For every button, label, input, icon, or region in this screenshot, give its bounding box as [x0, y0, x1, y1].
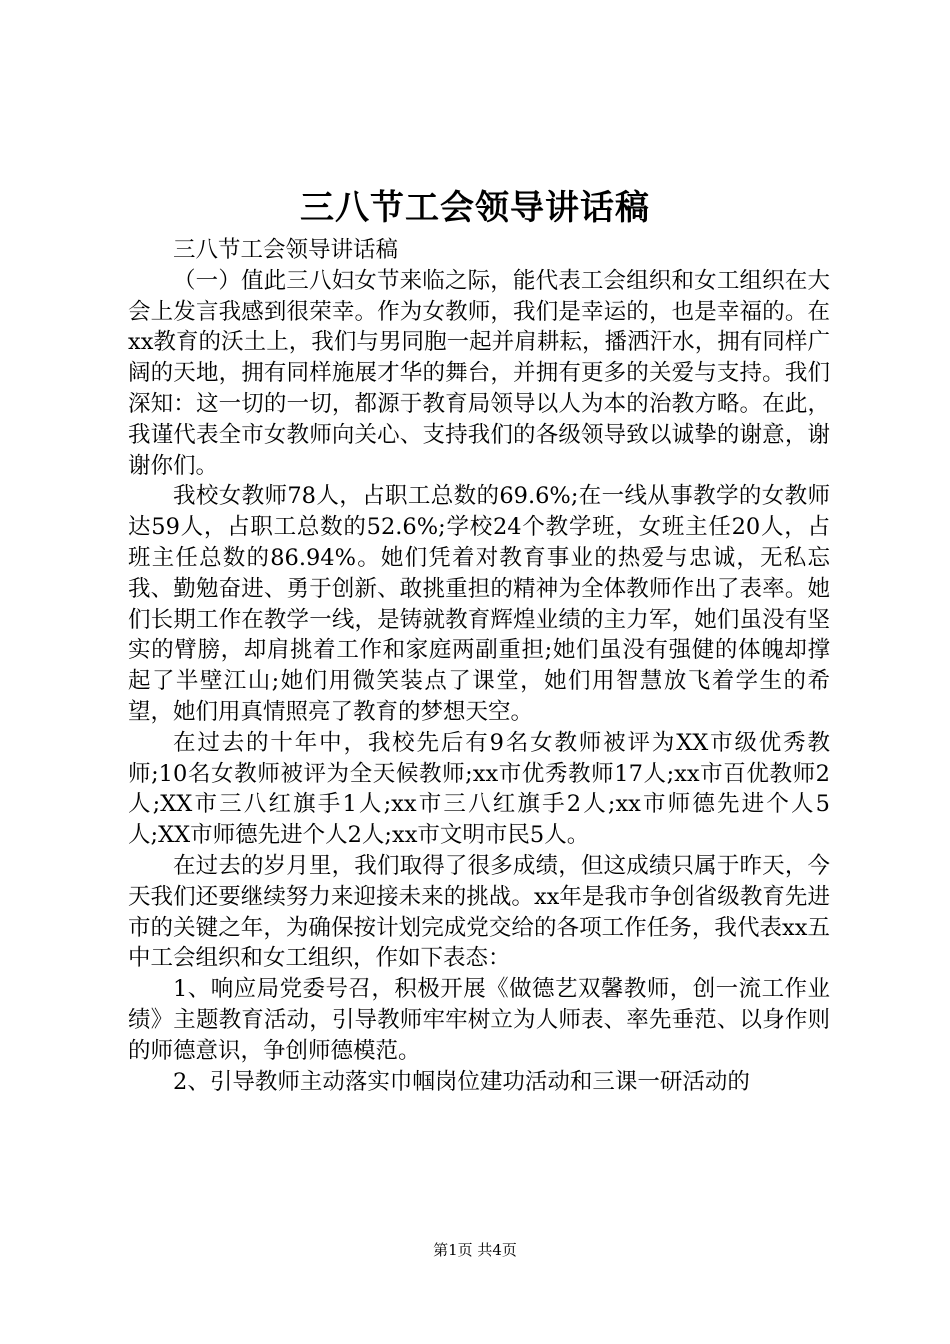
- paragraph-intro: （一）值此三八妇女节来临之际，能代表工会组织和女工组织在大会上发言我感到很荣幸。作为女教师，我们是幸运的，也是幸福的。在xx教育的沃土上，我们与男同胞一起并肩耕耘，播洒汗水，拥有同样广阔的天地，拥有同样施展才华的舞台，并拥有更多的关爱与支持。我们深知：这一切的一切，都源于教育局领导以人为本的治教方略。在此，我谨代表全市女教师向关心、支持我们的各级领导致以诚挚的谢意，谢谢你们。: [128, 267, 830, 479]
- paragraph-statistics: 我校女教师78人，占职工总数的69.6%;在一线从事教学的女教师达59人，占职工总数的52.6%;学校24个教学班，女班主任20人，占班主任总数的86.94%。她们凭着对教育事业的热爱与忠诚，无私忘我、勤勉奋进、勇于创新、敢挑重担的精神为全体教师作出了表率。她们长期工作在教学一线，是铸就教育辉煌业绩的主力军，她们虽没有坚实的臂膀，却肩挑着工作和家庭两副重担;她们虽没有强健的体魄却撑起了半壁江山;她们用微笑装点了课堂，她们用智慧放飞着学生的希望，她们用真情照亮了教育的梦想天空。: [128, 483, 830, 725]
- paragraph-commitment: 在过去的岁月里，我们取得了很多成绩，但这成绩只属于昨天，今天我们还要继续努力来迎接未来的挑战。xx年是我市争创省级教育先进市的关键之年，为确保按计划完成党交给的各项工作任务，我代表xx五中工会组织和女工组织，作如下表态：: [128, 852, 830, 972]
- paragraph-item-1: 1、响应局党委号召，积极开展《做德艺双馨教师，创一流工作业绩》主题教育活动，引导教师牢牢树立为人师表、率先垂范、以身作则的师德意识，争创师德模范。: [128, 976, 830, 1064]
- paragraph-item-2: 2、引导教师主动落实巾帼岗位建功活动和三课一研活动的: [173, 1068, 750, 1095]
- document-title: 三八节工会领导讲话稿: [300, 188, 650, 228]
- paragraph-honors: 在过去的十年中，我校先后有9名女教师被评为XX市级优秀教师;10名女教师被评为全天候教师;xx市优秀教师17人;xx市百优教师2人;XX市三八红旗手1人;xx市三八红旗手2人;xx市师德先进个人5人;XX市师德先进个人2人;xx市文明市民5人。: [128, 729, 830, 849]
- paragraph-subtitle: 三八节工会领导讲话稿: [173, 237, 399, 263]
- page-number-footer: 第1页 共4页: [433, 1241, 517, 1259]
- document-body: [128, 235, 830, 1097]
